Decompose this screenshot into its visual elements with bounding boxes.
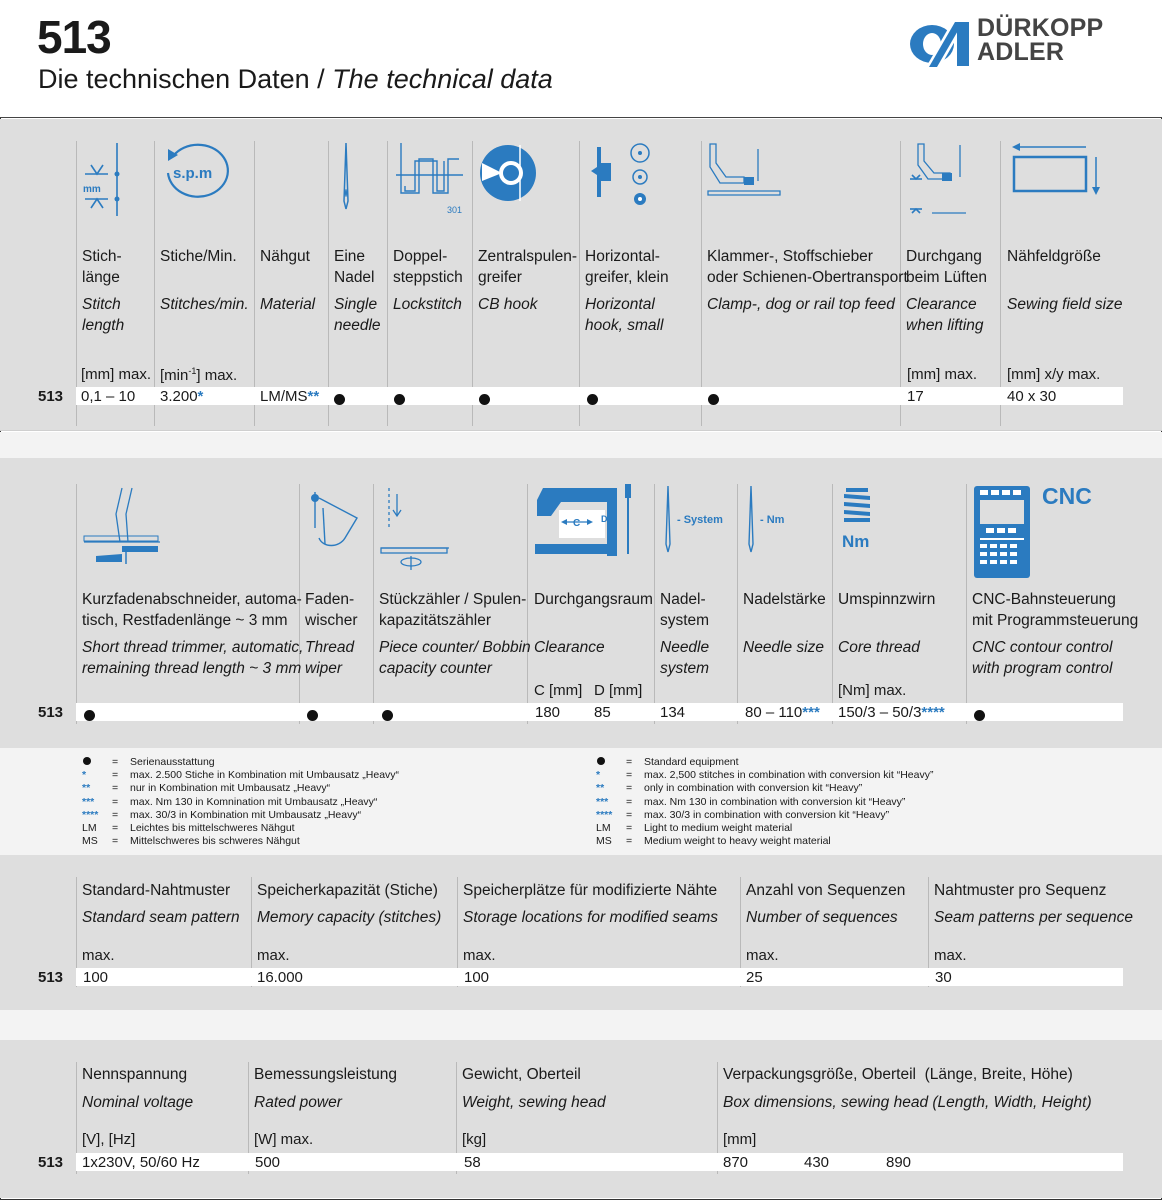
label-needle-size-en: Needle size: [743, 639, 824, 656]
brand-logo: [905, 14, 1135, 74]
unit-sequences: max.: [746, 947, 779, 964]
value-row-1: [76, 387, 1123, 405]
label-cb-hook-de: Zentralspulen- greifer: [478, 248, 578, 286]
svg-text:CNC: CNC: [1042, 484, 1092, 509]
needle-system-icon: [660, 484, 740, 556]
row-label: 513: [38, 1154, 64, 1171]
label-patterns-en: Seam patterns per sequence: [934, 909, 1134, 926]
unit-clearance-lifting: [mm] max.: [907, 366, 977, 383]
value-row-4: [76, 1153, 1123, 1171]
label-storage-en: Storage locations for modified seams: [463, 909, 719, 926]
value-horizontal-hook: [587, 390, 598, 407]
label-thread-wiper-de: Faden- wischer: [305, 591, 358, 629]
unit-standard-seam: max.: [82, 947, 115, 964]
horizontal-hook-icon: [585, 141, 665, 216]
value-cb-hook: [479, 390, 490, 407]
label-top-feed-en: Clamp-, dog or rail top feed: [707, 296, 895, 313]
label-single-needle-en: Single needle: [334, 296, 381, 334]
label-sequences-de: Anzahl von Sequenzen: [746, 882, 906, 899]
core-thread-icon: [838, 484, 888, 554]
value-clearance-d: 85: [594, 704, 611, 721]
label-stitch-length-en: Stitch length: [82, 296, 125, 334]
label-sewing-field-de: Nähfeldgröße: [1007, 248, 1101, 265]
label-piece-counter-en: Piece counter/ Bobbin capacity counter: [379, 639, 531, 677]
clearance-lifting-icon: [906, 141, 976, 219]
label-power-en: Rated power: [254, 1094, 342, 1111]
needle-size-icon: [743, 484, 803, 556]
label-thread-trimmer-de: Kurzfadenabschneider, automa- tisch, Restfadenlänge ~ 3 mm: [82, 591, 302, 629]
label-clearance-en: Clearance: [534, 639, 605, 656]
svg-text:- System: - System: [677, 514, 723, 526]
unit-clearance-d: D [mm]: [594, 682, 643, 699]
label-piece-counter-de: Stückzähler / Spulen- kapazitätszähler: [379, 591, 527, 629]
label-stitch-length-de: Stich- länge: [82, 248, 122, 286]
label-core-thread-en: Core thread: [838, 639, 920, 656]
label-standard-seam-en: Standard seam pattern: [82, 909, 240, 926]
stitches-per-minute-icon: [160, 143, 236, 203]
cnc-control-icon: [972, 484, 1122, 580]
label-voltage-de: Nennspannung: [82, 1066, 188, 1083]
label-cnc-de: CNC-Bahnsteuerung mit Programmsteuerung: [972, 591, 1139, 629]
top-feed-icon: [706, 141, 784, 203]
unit-clearance-c: C [mm]: [534, 682, 583, 699]
svg-text:mm: mm: [83, 184, 101, 195]
label-lockstitch-de: Doppel- steppstich: [393, 248, 463, 286]
value-stitch-length: 0,1 – 10: [81, 388, 136, 405]
section-gap: [0, 432, 1162, 458]
unit-voltage: [V], [Hz]: [82, 1131, 136, 1148]
brand-emblem-icon: [905, 14, 975, 74]
piece-counter-icon: [379, 486, 451, 574]
value-weight: 58: [464, 1154, 481, 1171]
value-clearance-lifting: 17: [907, 388, 924, 405]
unit-memory: max.: [257, 947, 290, 964]
label-needle-size-de: Nadelstärke: [743, 591, 826, 608]
unit-power: [W] max.: [254, 1131, 314, 1148]
label-thread-wiper-en: Thread wiper: [305, 639, 355, 677]
value-power: 500: [255, 1154, 281, 1171]
label-standard-seam-de: Standard-Nahtmuster: [82, 882, 231, 899]
label-box-en: Box dimensions, sewing head (Length, Width, Height): [723, 1094, 1092, 1111]
cb-hook-icon: [478, 141, 538, 203]
unit-stitch-length: [mm] max.: [81, 366, 151, 383]
value-cnc: [974, 706, 985, 723]
value-box-width: 430: [804, 1154, 830, 1171]
label-horizontal-hook-en: Horizontal hook, small: [585, 296, 664, 334]
value-box-height: 890: [886, 1154, 912, 1171]
label-sequences-en: Number of sequences: [746, 909, 898, 926]
spec-table-1: [0, 119, 1162, 431]
label-storage-de: Speicherplätze für modifizierte Nähte: [463, 882, 718, 899]
label-top-feed-de: Klammer-, Stoffschieber oder Schienen-Obertransport: [707, 248, 908, 286]
unit-core-thread: [Nm] max.: [838, 682, 907, 699]
value-clearance-c: 180: [535, 704, 561, 721]
brand-line2: ADLER: [977, 38, 1065, 66]
value-patterns: 30: [935, 969, 952, 986]
page-title: Die technischen Daten / The technical data: [38, 64, 553, 94]
value-single-needle: [334, 390, 345, 407]
svg-text:- Nm: - Nm: [760, 514, 785, 526]
value-lockstitch: [394, 390, 405, 407]
label-cb-hook-en: CB hook: [478, 296, 538, 313]
unit-patterns: max.: [934, 947, 967, 964]
svg-text:s.p.m: s.p.m: [173, 165, 213, 182]
value-needle-system: 134: [660, 704, 686, 721]
label-clearance-lifting-en: Clearance when lifting: [906, 296, 984, 334]
label-material-de: Nähgut: [260, 248, 310, 265]
value-sequences: 25: [746, 969, 763, 986]
label-spm-en: Stitches/min.: [160, 296, 249, 313]
spec-table-4: [0, 1040, 1162, 1198]
spec-table-2: [0, 458, 1162, 748]
clearance-space-icon: [533, 482, 645, 560]
value-core-thread: 150/3 – 50/3****: [838, 704, 945, 721]
label-thread-trimmer-en: Short thread trimmer, automatic, remaining thread length ~ 3 mm: [82, 639, 304, 677]
value-sewing-field: 40 x 30: [1007, 388, 1057, 405]
stitch-length-icon: [80, 141, 130, 216]
lockstitch-icon: [393, 141, 468, 216]
value-piece-counter: [382, 706, 393, 723]
row-label: 513: [38, 969, 64, 986]
value-storage: 100: [464, 969, 490, 986]
label-clearance-de: Durchgangsraum: [534, 591, 653, 608]
label-spm-de: Stiche/Min.: [160, 248, 237, 265]
value-memory: 16.000: [257, 969, 303, 986]
label-clearance-lifting-de: Durchgang beim Lüften: [906, 248, 987, 286]
unit-weight: [kg]: [462, 1131, 487, 1148]
thread-wiper-icon: [305, 488, 367, 552]
label-single-needle-de: Eine Nadel: [334, 248, 375, 286]
label-voltage-en: Nominal voltage: [82, 1094, 194, 1111]
row-label: 513: [38, 388, 64, 405]
single-needle-icon: [334, 141, 358, 211]
svg-text:D: D: [601, 514, 608, 524]
svg-text:Nm: Nm: [842, 532, 870, 551]
unit-spm: $[\min^{-1}]$ max.: [160, 366, 238, 384]
sewing-field-icon: [1008, 139, 1108, 197]
value-box-length: 870: [723, 1154, 749, 1171]
value-spm: 3.200*: [160, 388, 204, 405]
value-row-3: [76, 968, 1123, 986]
value-thread-trimmer: [84, 706, 95, 723]
value-standard-seam: 100: [83, 969, 109, 986]
label-needle-system-de: Nadel- system: [660, 591, 710, 629]
spec-table-3: [0, 855, 1162, 1010]
unit-box: [mm]: [723, 1131, 757, 1148]
value-thread-wiper: [307, 706, 318, 723]
unit-storage: max.: [463, 947, 496, 964]
label-cnc-en: CNC contour control with program control: [972, 639, 1113, 677]
label-box-de: Verpackungsgröße, Oberteil (Länge, Breite, Höhe): [723, 1066, 1073, 1083]
label-weight-en: Weight, sewing head: [462, 1094, 606, 1111]
svg-text:301: 301: [447, 205, 463, 215]
value-top-feed: [708, 390, 719, 407]
section-gap: [0, 1010, 1162, 1040]
unit-sewing-field: [mm] x/y max.: [1007, 366, 1101, 383]
label-weight-de: Gewicht, Oberteil: [462, 1066, 581, 1083]
label-power-de: Bemessungsleistung: [254, 1066, 398, 1083]
value-needle-size: 80 – 110***: [745, 704, 820, 721]
value-voltage: 1x230V, 50/60 Hz: [82, 1154, 200, 1171]
model-number: 513: [37, 11, 111, 63]
thread-trimmer-icon: [82, 484, 164, 568]
label-needle-system-en: Needle system: [660, 639, 710, 677]
label-material-en: Material: [260, 296, 316, 313]
label-patterns-de: Nahtmuster pro Sequenz: [934, 882, 1107, 899]
page-header: [0, 0, 1162, 118]
label-horizontal-hook-de: Horizontal- greifer, klein: [585, 248, 669, 286]
label-core-thread-de: Umspinnzwirn: [838, 591, 936, 608]
label-sewing-field-en: Sewing field size: [1007, 296, 1123, 313]
svg-text:C: C: [573, 518, 581, 529]
brand-line1: DÜRKOPP: [977, 14, 1104, 42]
row-label: 513: [38, 704, 64, 721]
label-memory-en: Memory capacity (stitches): [257, 909, 442, 926]
label-memory-de: Speicherkapazität (Stiche): [257, 882, 438, 899]
value-material: LM/MS**: [260, 388, 320, 405]
label-lockstitch-en: Lockstitch: [393, 296, 462, 313]
